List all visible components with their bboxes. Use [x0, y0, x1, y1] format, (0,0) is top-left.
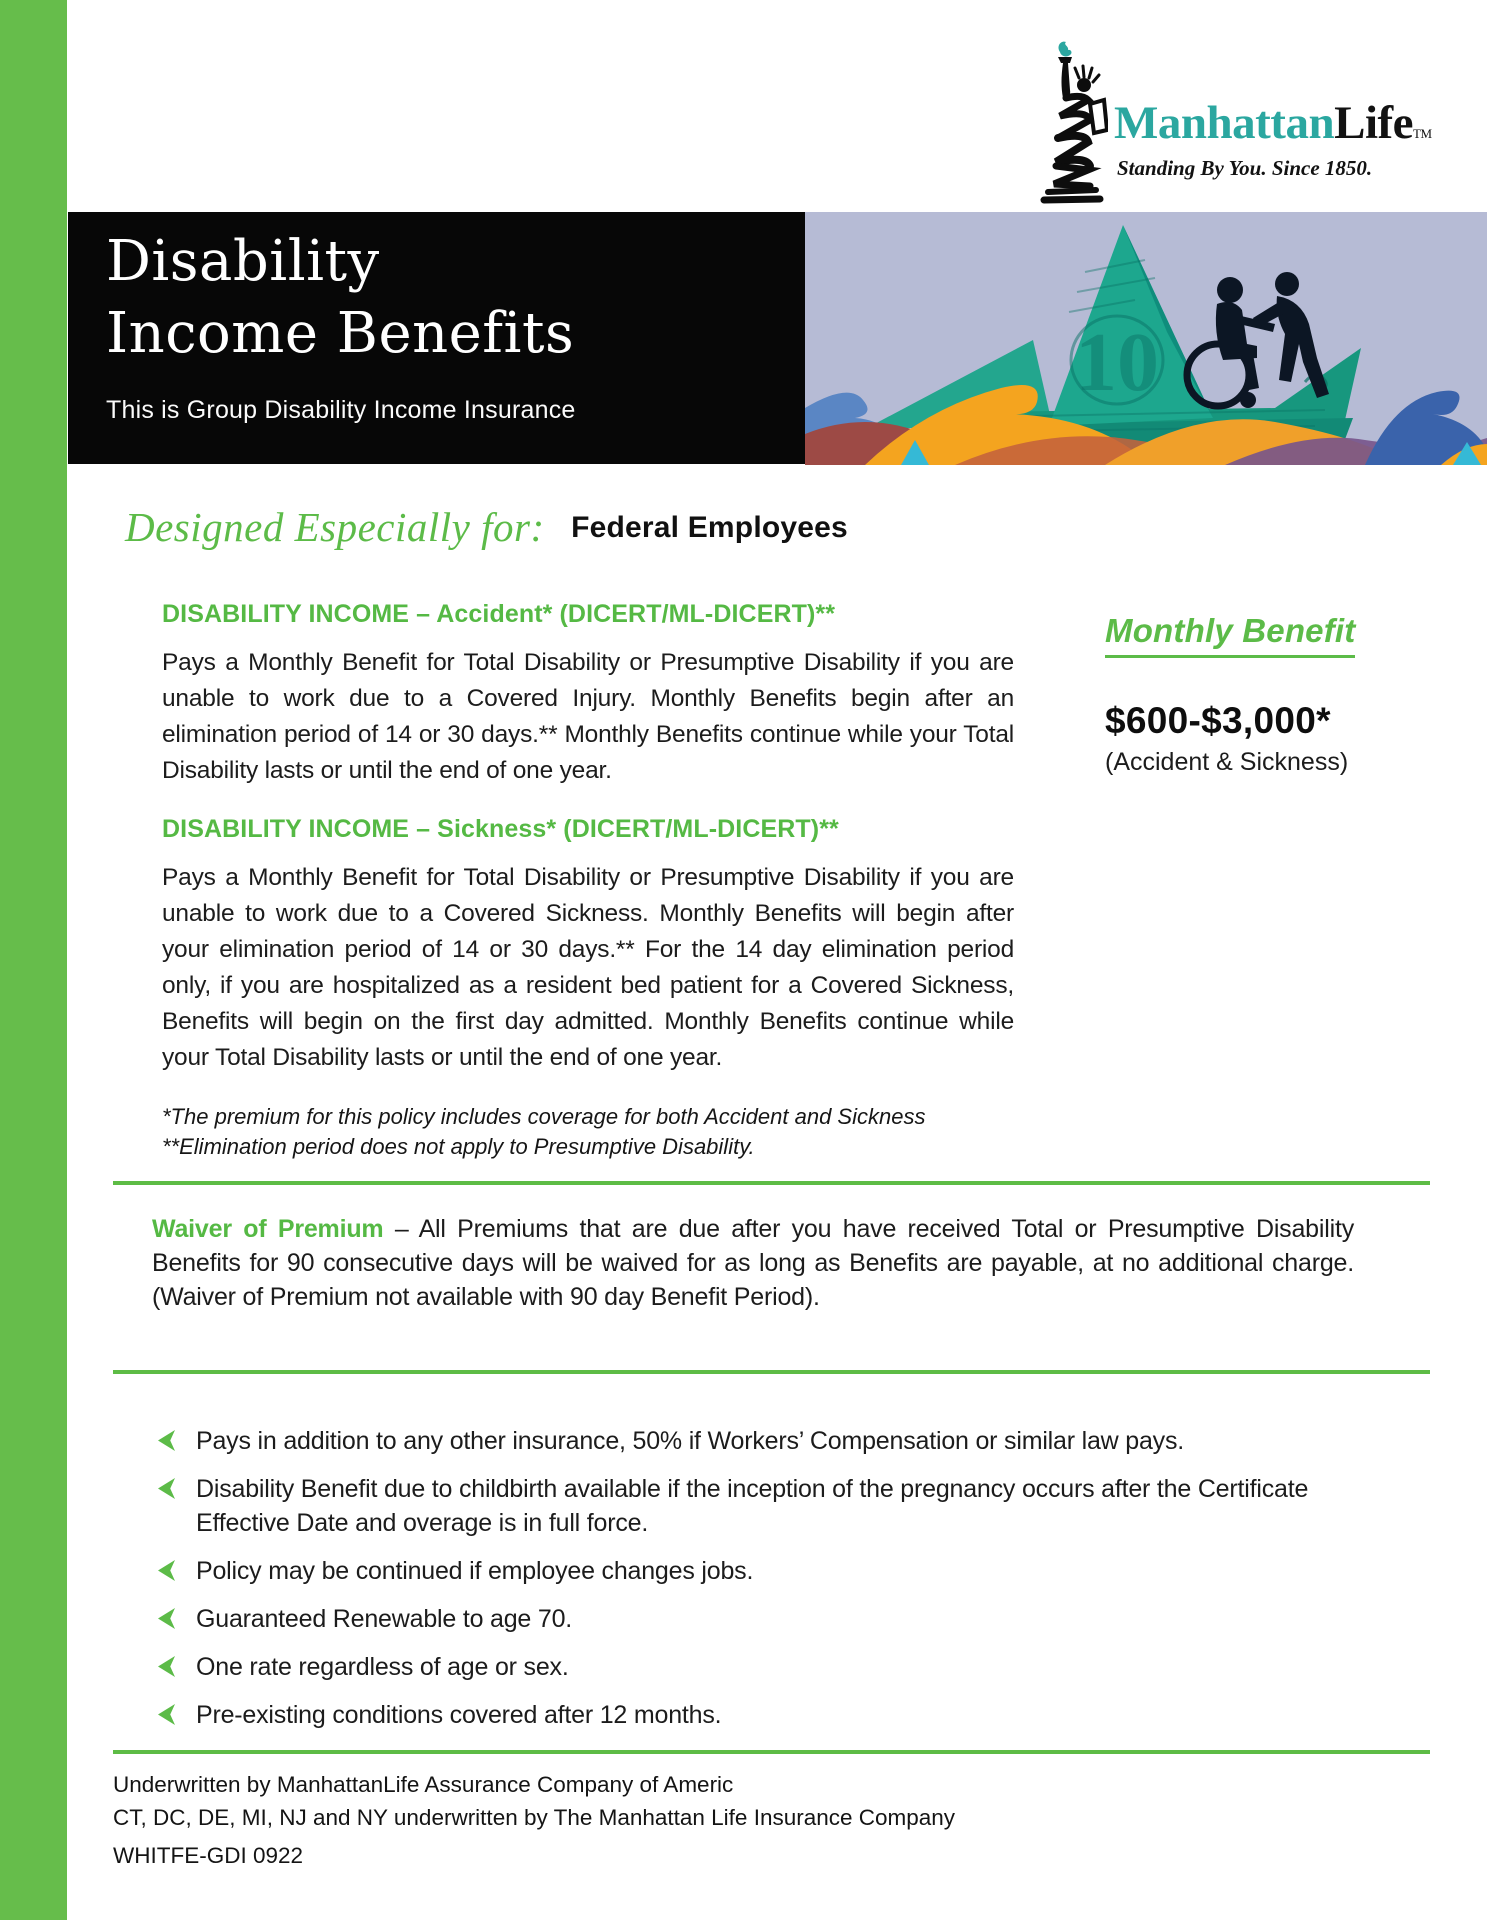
- footer-line-2: CT, DC, DE, MI, NJ and NY underwritten by The Manhattan Life Insurance Company: [113, 1805, 956, 1830]
- bullet-text: Pays in addition to any other insurance, 50% if Workers’ Compensation or similar law pays.: [196, 1427, 1185, 1455]
- left-arrowhead-icon: [158, 1478, 175, 1499]
- list-item: [158, 1650, 1338, 1684]
- brand-tagline: Standing By You. Since 1850.: [1117, 156, 1373, 180]
- footnote-2: **Elimination period does not apply to Presumptive Disability.: [162, 1134, 755, 1159]
- footer-line-1: Underwritten by ManhattanLife Assurance Company of Americ: [113, 1772, 734, 1797]
- wordmark-manhattan: Manhattan: [1114, 97, 1335, 149]
- manhattanlife-logo: [1030, 38, 1430, 208]
- money-boat-illustration: [805, 212, 1487, 465]
- form-code: WHITFE-GDI 0922: [113, 1843, 304, 1868]
- divider-rule-middle: [113, 1370, 1430, 1374]
- title-band: [68, 212, 805, 464]
- waiver-body: – All Premiums that are due after you have received Total or Presumptive Disability Benefits for 90 consecutive days will be waived for as long as Benefits are payable, at no additional charge. (Waiver of Premium not available with 90 day Benefit Period).: [152, 1215, 1354, 1311]
- section-heading-accident: DISABILITY INCOME – Accident* (DICERT/ML-DICERT)**: [162, 600, 836, 628]
- wordmark-life: Life: [1334, 97, 1414, 149]
- bullet-text: Pre-existing conditions covered after 12 months.: [196, 1701, 722, 1729]
- left-arrowhead-icon: [158, 1608, 175, 1629]
- footnote-1: *The premium for this policy includes coverage for both Accident and Sickness: [162, 1104, 926, 1129]
- page-title-line2: Income Benefits: [106, 301, 575, 366]
- bullet-text: Guaranteed Renewable to age 70.: [196, 1605, 573, 1633]
- designed-for-label: Designed Especially for:: [125, 504, 545, 550]
- left-accent-stripe: [0, 0, 67, 1920]
- left-arrowhead-icon: [158, 1704, 175, 1725]
- section-body-sickness: Pays a Monthly Benefit for Total Disability or Presumptive Disability if you are unable to work due to a Covered Sickness. Monthly Benefits will begin after your elimination period of 14 or 30 days.** For the 14 day elimination period only, if you are hospitalized as a resident bed patient for a Covered Sickness, Benefits will begin on the first day admitted. Monthly Benefits continue while your Total Disability lasts or until the end of one year.: [162, 864, 1014, 1071]
- bullet-text: One rate regardless of age or sex.: [196, 1653, 569, 1681]
- bullet-text: Policy may be continued if employee changes jobs.: [196, 1557, 754, 1585]
- left-arrowhead-icon: [158, 1560, 175, 1581]
- monthly-benefit-heading: Monthly Benefit: [1105, 612, 1355, 658]
- section-body-accident: Pays a Monthly Benefit for Total Disability or Presumptive Disability if you are unable to work due to a Covered Injury. Monthly Benefits begin after an elimination period of 14 or 30 days.** Monthly Benefits continue while your Total Disability lasts or until the end of one year.: [162, 649, 1014, 784]
- page-title-line1: Disability: [106, 229, 380, 294]
- list-item: [158, 1602, 1338, 1636]
- left-arrowhead-icon: [158, 1430, 175, 1451]
- left-arrowhead-icon: [158, 1656, 175, 1677]
- monthly-benefit-amount: $600-$3,000*: [1105, 700, 1331, 741]
- page-subtitle: This is Group Disability Income Insurance: [106, 396, 576, 424]
- designed-for-audience: Federal Employees: [571, 511, 848, 544]
- underwriting-footer: [113, 1768, 955, 1834]
- statue-of-liberty-icon: [1030, 38, 1108, 208]
- monthly-benefit-column: [1105, 612, 1445, 777]
- footnotes: [162, 1102, 1014, 1162]
- bullet-text: Disability Benefit due to childbirth available if the inception of the pregnancy occurs after the Certificate Effective Date and overage is in full force.: [196, 1475, 1309, 1537]
- list-item: [158, 1424, 1338, 1458]
- trademark-symbol: TM: [1413, 126, 1432, 141]
- designed-for-line: [125, 503, 848, 551]
- divider-rule-bottom: [113, 1750, 1430, 1754]
- section-heading-sickness: DISABILITY INCOME – Sickness* (DICERT/ML-DICERT)**: [162, 815, 839, 843]
- benefits-column: [162, 600, 1014, 1162]
- waiver-lead: Waiver of Premium: [152, 1215, 384, 1243]
- list-item: [158, 1554, 1338, 1588]
- monthly-benefit-qualifier: (Accident & Sickness): [1105, 748, 1349, 776]
- divider-rule-top: [113, 1181, 1430, 1185]
- feature-bullet-list: [158, 1424, 1338, 1746]
- waiver-of-premium-paragraph: [152, 1212, 1354, 1314]
- list-item: [158, 1698, 1338, 1732]
- list-item: [158, 1472, 1338, 1540]
- bill-number: 10: [1075, 316, 1159, 409]
- wordmark: [1114, 96, 1432, 150]
- page-title: [106, 226, 805, 370]
